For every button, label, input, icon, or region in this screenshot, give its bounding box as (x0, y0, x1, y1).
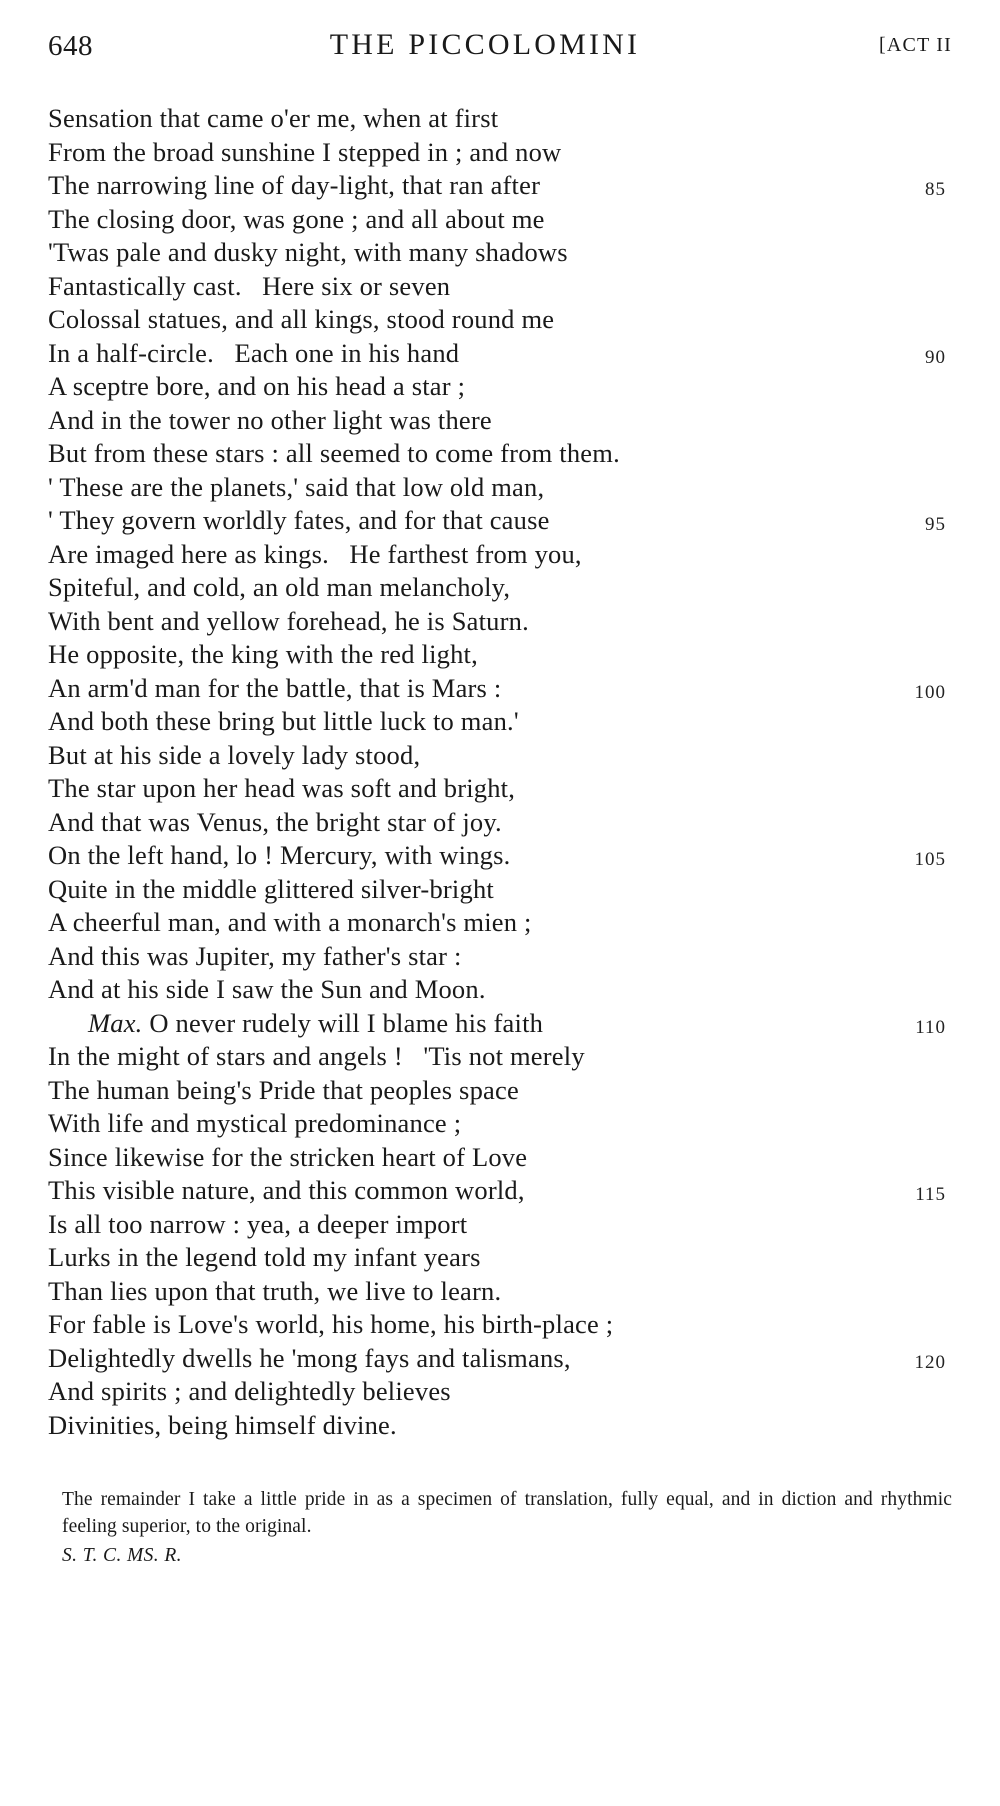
verse-line-text: In a half-circle. Each one in his hand (48, 337, 460, 368)
verse-line (48, 1107, 952, 1141)
verse-line (48, 169, 952, 203)
verse-line-text: But from these stars : all seemed to come from them. (48, 438, 620, 468)
verse-line-text: A sceptre bore, and on his head a star ; (48, 371, 466, 401)
footnote-signature: S. T. C. MS. R. (62, 1545, 182, 1566)
verse-line-text: And at his side I saw the Sun and Moon. (48, 974, 486, 1004)
verse-line-text: Is all too narrow : yea, a deeper import (48, 1208, 468, 1239)
running-head (48, 22, 952, 88)
verse-line (48, 873, 952, 907)
line-number: 95 (925, 514, 946, 535)
page-number: 648 (48, 30, 93, 62)
verse-line-text: And that was Venus, the bright star of joy. (48, 806, 502, 837)
verse-line (48, 973, 952, 1007)
verse-line-text: He opposite, the king with the red light, (48, 639, 478, 669)
verse-line-text: From the broad sunshine I stepped in ; and now (48, 136, 562, 167)
verse-line-text: Sensation that came o'er me, when at first (48, 103, 499, 133)
verse-line-text: Spiteful, and cold, an old man melancholy, (48, 572, 511, 602)
verse-line-body: O never rudely will I blame his faith (149, 1007, 544, 1038)
footnote-text: The remainder I take a little pride in as a specimen of translation, fully equal, and in diction and rhythmic feeling superior, to the original. (62, 1489, 952, 1537)
verse-line-text: An arm'd man for the battle, that is Mars : (48, 672, 502, 703)
line-number: 115 (915, 1184, 946, 1205)
verse-line (48, 806, 952, 840)
line-number: 110 (915, 1016, 946, 1038)
verse-line-text: Fantastically cast. Here six or seven (48, 270, 451, 301)
verse-line (48, 1074, 952, 1108)
verse-line (48, 1409, 952, 1443)
verse-line-text: The narrowing line of day-light, that ran after (48, 170, 541, 200)
verse-line (48, 1342, 952, 1376)
verse-line-text: This visible nature, and this common world, (48, 1175, 525, 1205)
verse-line (48, 1174, 952, 1208)
verse-line-text: But at his side a lovely lady stood, (48, 739, 421, 770)
verse-line-text: And spirits ; and delightedly believes (48, 1376, 451, 1406)
verse-line (48, 1208, 952, 1242)
verse-line (48, 1141, 952, 1175)
verse-line (48, 437, 952, 471)
verse-line (48, 839, 952, 873)
verse-line (48, 102, 952, 136)
line-number: 100 (914, 681, 946, 703)
page-title: THE PICCOLOMINI (329, 28, 641, 61)
verse-line (48, 270, 952, 304)
speaker-label: Max. (88, 1007, 143, 1038)
verse-line-text: Than lies upon that truth, we live to learn. (48, 1275, 502, 1306)
verse-line (48, 370, 952, 404)
verse-line (48, 136, 952, 170)
verse-line-text: With life and mystical predominance ; (48, 1108, 462, 1138)
verse-line-text: The closing door, was gone ; and all about me (48, 203, 545, 234)
verse-line-text: For fable is Love's world, his home, his birth-place ; (48, 1309, 614, 1339)
verse-line-text: 'Twas pale and dusky night, with many shadows (48, 237, 568, 267)
verse-line-text (48, 1007, 543, 1041)
verse-line-text: Delightedly dwells he 'mong fays and talismans, (48, 1342, 571, 1373)
verse-line-text: In the might of stars and angels ! 'Tis not merely (48, 1041, 585, 1071)
line-number: 85 (925, 179, 946, 200)
verse-line-text: Quite in the middle glittered silver-bright (48, 873, 494, 904)
verse-line (48, 1241, 952, 1275)
verse-line-text: Are imaged here as kings. He farthest from you, (48, 538, 582, 569)
verse-line (48, 303, 952, 337)
verse-line (48, 739, 952, 773)
verse-line (48, 504, 952, 538)
line-number: 90 (925, 346, 946, 368)
verse-line (48, 1040, 952, 1074)
verse-line-text: And in the tower no other light was there (48, 404, 492, 435)
verse-line (48, 1275, 952, 1309)
line-number: 105 (914, 849, 946, 870)
verse-line (48, 404, 952, 438)
verse-line-text: On the left hand, lo ! Mercury, with wings. (48, 840, 511, 870)
verse-line (48, 1375, 952, 1409)
book-page (0, 22, 1000, 1806)
verse-line (48, 471, 952, 505)
verse-line-text: ' They govern worldly fates, and for that cause (48, 505, 550, 535)
verse-line (48, 538, 952, 572)
verse-line-text: A cheerful man, and with a monarch's mien ; (48, 907, 532, 937)
verse-line (48, 638, 952, 672)
verse-line-text: Since likewise for the stricken heart of Love (48, 1141, 528, 1172)
verse-line (48, 203, 952, 237)
act-marker: [ACT II (878, 34, 952, 56)
verse-line-text: And this was Jupiter, my father's star : (48, 940, 462, 971)
verse-line-text: And both these bring but little luck to man.' (48, 706, 519, 736)
verse-line (48, 906, 952, 940)
verse-line-text: ' These are the planets,' said that low old man, (48, 471, 545, 502)
verse-line (48, 672, 952, 706)
footnote (62, 1486, 952, 1569)
verse-line-text: With bent and yellow forehead, he is Saturn. (48, 605, 529, 636)
verse-line-text: Colossal statues, and all kings, stood round me (48, 304, 555, 334)
verse-line (48, 1007, 952, 1041)
verse-line (48, 337, 952, 371)
verse-line (48, 940, 952, 974)
verse-line (48, 772, 952, 806)
line-number: 120 (914, 1351, 946, 1373)
verse-line-text: The star upon her head was soft and bright, (48, 773, 516, 803)
verse-line (48, 571, 952, 605)
verse-line (48, 605, 952, 639)
verse-line-text: Lurks in the legend told my infant years (48, 1242, 481, 1272)
verse-line-text: Divinities, being himself divine. (48, 1409, 397, 1440)
verse-line (48, 236, 952, 270)
verse-line (48, 1308, 952, 1342)
verse-body (48, 102, 952, 1442)
verse-line (48, 705, 952, 739)
verse-line-text: The human being's Pride that peoples space (48, 1074, 519, 1105)
